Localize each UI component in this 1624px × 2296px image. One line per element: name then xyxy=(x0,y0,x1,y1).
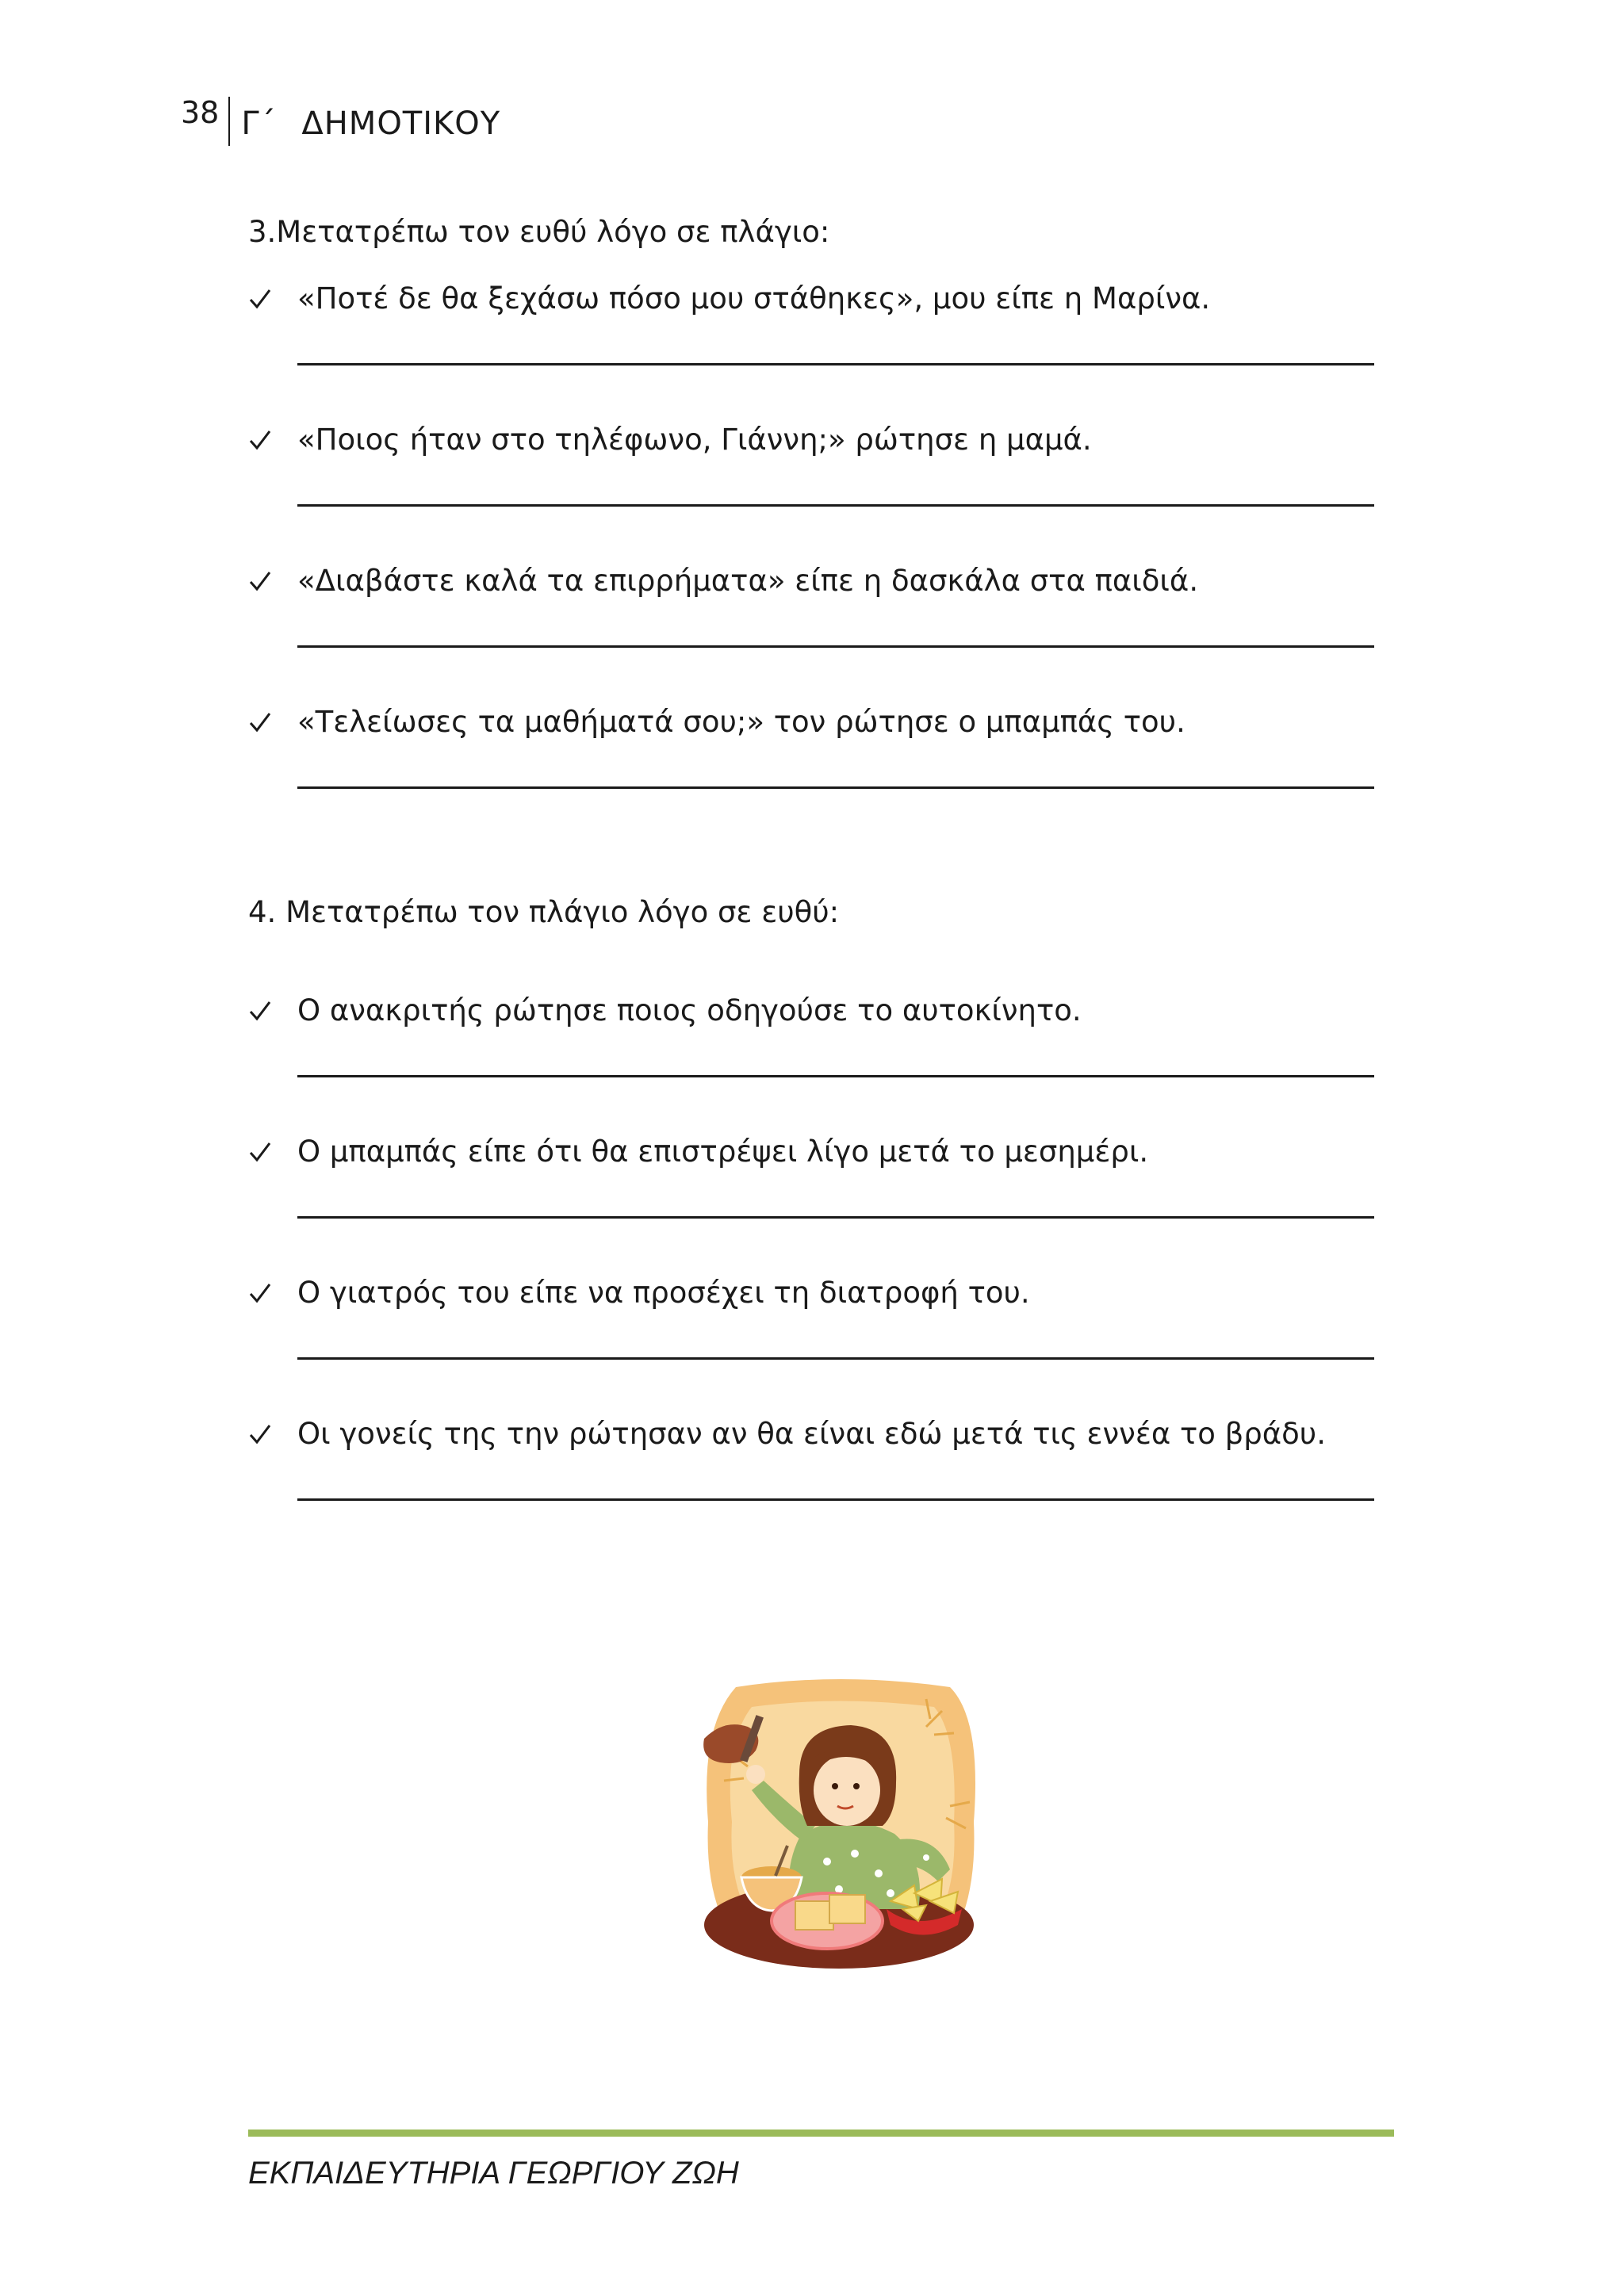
exercise-4-item xyxy=(248,1276,1390,1422)
exercise-3-item xyxy=(248,564,1390,710)
exercise-3-heading: 3.Μετατρέπω τον ευθύ λόγο σε πλάγιο: xyxy=(248,215,830,249)
answer-line[interactable] xyxy=(297,1498,1374,1501)
exercise-4 xyxy=(248,893,1390,932)
answer-line[interactable] xyxy=(297,1075,1374,1077)
page-header xyxy=(181,94,500,146)
page-number: 38 xyxy=(181,95,220,130)
answer-line[interactable] xyxy=(297,1357,1374,1360)
footer-author: ΕΚΠΑΙΔΕΥΤΗΡΙΑ ΓΕΩΡΓΙΟΥ ΖΩΗ xyxy=(248,2156,739,2191)
exercise-4-item xyxy=(248,1135,1390,1281)
exercise-4-item xyxy=(248,1417,1390,1563)
checkmark-icon xyxy=(248,1422,272,1446)
answer-line[interactable] xyxy=(297,363,1374,365)
answer-line[interactable] xyxy=(297,786,1374,789)
exercise-4-item-text: Οι γονείς της την ρώτησαν αν θα είναι εδώ μετά τις εννέα το βράδυ. xyxy=(297,1417,1326,1451)
exercise-3-item xyxy=(248,281,1390,428)
exercise-3 xyxy=(248,212,1390,252)
checkmark-icon xyxy=(248,1140,272,1164)
checkmark-icon xyxy=(248,428,272,452)
exercise-3-items xyxy=(248,281,1390,851)
answer-line[interactable] xyxy=(297,645,1374,648)
header-divider xyxy=(228,97,230,146)
exercise-3-item-text: «Διαβάστε καλά τα επιρρήματα» είπε η δασκάλα στα παιδιά. xyxy=(297,564,1199,598)
checkmark-icon xyxy=(248,999,272,1023)
answer-line[interactable] xyxy=(297,1216,1374,1219)
header-title: Γ΄ ΔΗΜΟΤΙΚΟΥ xyxy=(241,105,501,142)
exercise-3-item-text: «Ποιος ήταν στο τηλέφωνο, Γιάννη;» ρώτησε η μαμά. xyxy=(297,423,1092,457)
checkmark-icon xyxy=(248,287,272,311)
exercise-4-item-text: Ο γιατρός του είπε να προσέχει τη διατροφή του. xyxy=(297,1276,1030,1310)
exercise-4-item-text: Ο μπαμπάς είπε ότι θα επιστρέψει λίγο μετά το μεσημέρι. xyxy=(297,1135,1149,1169)
exercise-4-item-text: Ο ανακριτής ρώτησε ποιος οδηγούσε το αυτοκίνητο. xyxy=(297,993,1082,1027)
exercise-4-item xyxy=(248,993,1390,1140)
footer-rule xyxy=(248,2130,1394,2137)
exercise-4-heading: 4. Μετατρέπω τον πλάγιο λόγο σε ευθύ: xyxy=(248,895,840,929)
exercise-3-item-text: «Τελείωσες τα μαθήματά σου;» τον ρώτησε ο μπαμπάς του. xyxy=(297,705,1185,739)
girl-eating-illustration xyxy=(688,1671,990,1973)
girl-face xyxy=(814,1755,880,1826)
checkmark-icon xyxy=(248,710,272,734)
checkmark-icon xyxy=(248,569,272,593)
exercise-4-items xyxy=(248,993,1390,1563)
exercise-3-item-text: «Ποτέ δε θα ξεχάσω πόσο μου στάθηκες», μου είπε η Μαρίνα. xyxy=(297,281,1211,316)
exercise-3-item xyxy=(248,423,1390,569)
checkmark-icon xyxy=(248,1281,272,1305)
answer-line[interactable] xyxy=(297,504,1374,507)
exercise-3-item xyxy=(248,705,1390,851)
